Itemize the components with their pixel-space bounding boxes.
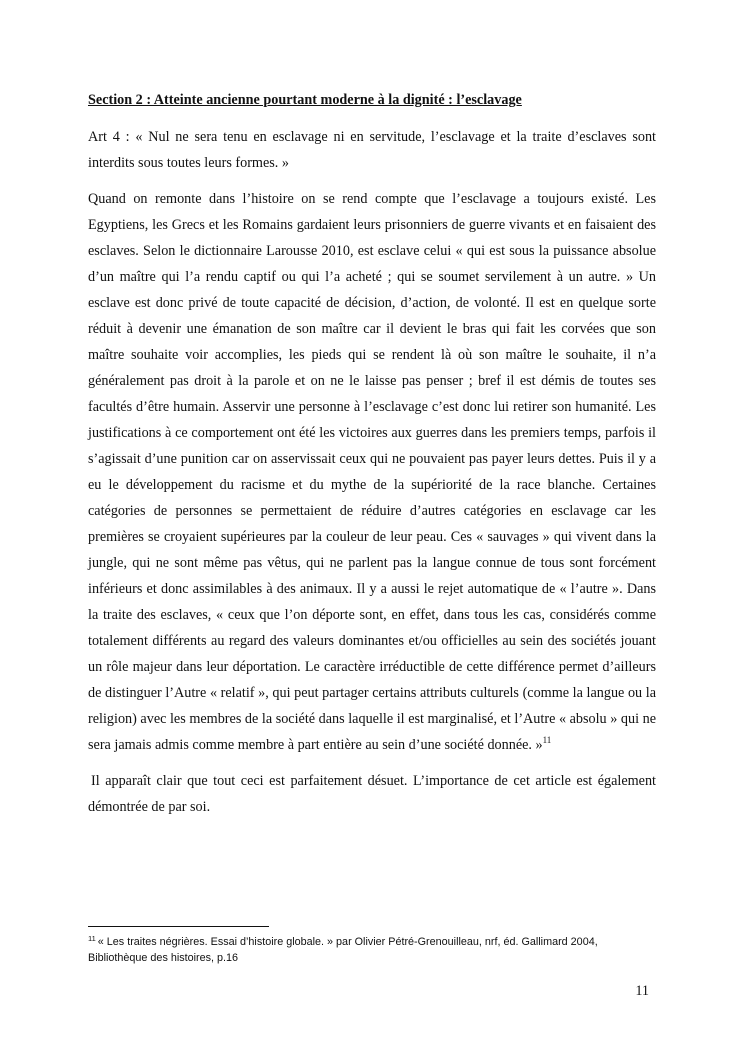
footnote-separator [88,926,269,927]
footnote-text: « Les traites négrières. Essai d’histoire globale. » par Olivier Pétré-Grenouilleau, nrf, éd. Gallimard 2004, Bibliothèque des histoires, p.16 [88,936,598,964]
main-paragraph-text: Quand on remonte dans l’histoire on se rend compte que l’esclavage a toujours existé. Les Egyptiens, les Grecs et les Romains gardaient leurs prisonniers de guerre vivants et en faisaient des esclaves. Selon le dictionnaire Larousse 2010, est esclave celui « qui est sous la puissance absolue d’un maître qui l’a rendu captif ou qui l’a acheté ; qui se soumet servilement à un autre. » Un esclave est donc privé de toute capacité de décision, d’action, de volonté. Il est en quelque sorte réduit à devenir une émanation de son maître car il devient le bras qui fait les corvées que son maître souhaite voir accomplies, les pieds qui se rendent là où son maître le souhaite, il n’a généralement pas droit à la parole et on ne le laisse pas penser ; bref il est démis de toutes ses facultés d’être humain. Asservir une personne à l’esclavage c’est donc lui retirer son humanité. Les justifications à ce comportement ont été les victoires aux guerres dans les premiers temps, parfois il s’agissait d’une punition car on asservissait ceux qui ne pouvaient pas payer leurs dettes. Puis il y a eu le développement du racisme et du mythe de la supériorité de la race blanche. Certaines catégories de personnes se permettaient de réduire d’autres catégories en esclavage car les premières se croyaient supérieures par la couleur de leur peau. Ces « sauvages » qui vivent dans la jungle, qui ne sont même pas vêtus, qui ne parlent pas la langue connue de tous sont forcément inférieurs et donc assimilables à des animaux. Il y a aussi le rejet automatique de « l’autre ». Dans la traite des esclaves, « ceux que l’on déporte sont, en effet, dans tous les cas, considérés comme totalement différents au regard des valeurs dominantes et/ou officielles au sein des sociétés jouant un rôle majeur dans leur déportation. Le caractère irréductible de cette différence permet d’ailleurs de distinguer l’Autre « relatif », qui peut partager certains attributs culturels (comme la langue ou la religion) avec les membres de la société dans laquelle il est marginalisé, et l’Autre « absolu » qui ne sera jamais admis comme membre à part entière au sein d’une société donnée. » [88,191,656,753]
footnote-reference[interactable]: 11 [542,735,552,745]
footnote-number: 11 [88,934,96,943]
footnote [88,934,656,966]
article-4-quote: Art 4 : « Nul ne sera tenu en esclavage ni en servitude, l’esclavage et la traite d’esclaves sont interdits sous toutes leurs formes. » [88,129,656,171]
conclusion-paragraph: Il apparaît clair que tout ceci est parfaitement désuet. L’importance de cet article est également démontrée de par soi. [88,773,656,815]
page-body [88,90,656,830]
main-paragraph [88,186,656,758]
section-heading: Section 2 : Atteinte ancienne pourtant moderne à la dignité : l’esclavage [88,92,522,108]
page-number: 11 [635,983,649,999]
